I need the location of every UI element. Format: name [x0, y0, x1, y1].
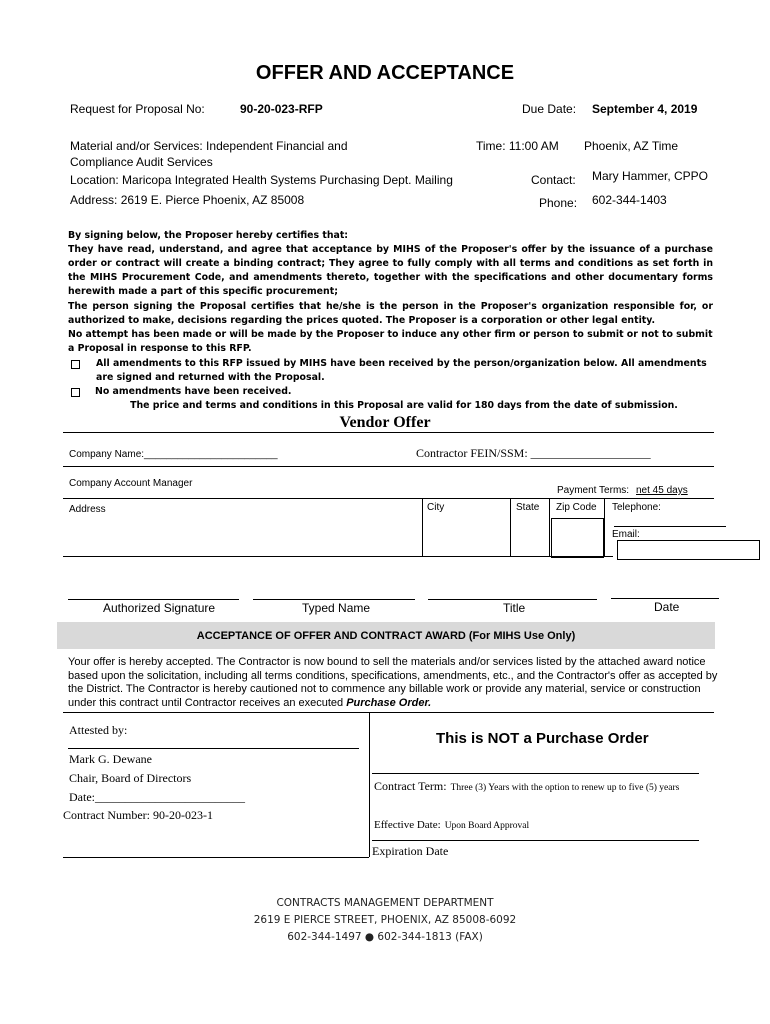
effective-date-label: Effective Date:: [374, 819, 441, 831]
validity-statement: The price and terms and conditions in this Proposal are valid for 180 days from the date of submission.: [130, 400, 678, 411]
due-date-label: Due Date:: [522, 102, 577, 116]
contract-term-label: Contract Term:: [374, 779, 447, 793]
divider: [604, 498, 605, 556]
contract-term-value: Three (3) Years with the option to renew up to five (5) years: [450, 783, 680, 793]
acceptance-heading: ACCEPTANCE OF OFFER AND CONTRACT AWARD (For MIHS Use Only): [196, 630, 576, 642]
divider: [510, 498, 511, 556]
contact-label: Contact:: [531, 173, 576, 187]
account-manager-label: Company Account Manager: [69, 478, 193, 489]
attester-role: Chair, Board of Directors: [69, 771, 192, 785]
acceptance-body: [68, 656, 718, 710]
footer-department: CONTRACTS MANAGEMENT DEPARTMENT: [276, 897, 494, 909]
divider: [422, 498, 423, 556]
attester-name: Mark G. Dewane: [69, 752, 152, 766]
state-label: State: [516, 502, 540, 513]
not-purchase-order-notice: This is NOT a Purchase Order: [436, 730, 649, 747]
contact-name: Mary Hammer, CPPO: [592, 169, 709, 183]
divider: [369, 712, 370, 857]
payment-terms-label: Payment Terms:: [557, 485, 630, 496]
time-zone: Phoenix, AZ Time: [584, 139, 679, 153]
rfp-label: Request for Proposal No:: [70, 102, 205, 116]
divider: [372, 773, 699, 774]
phone-label: Phone:: [539, 196, 578, 210]
attested-by-label: Attested by:: [69, 723, 128, 737]
phone-value: 602-344-1403: [592, 193, 667, 207]
no-amendments-checkbox[interactable]: [71, 388, 80, 397]
attest-signature-line[interactable]: [68, 748, 359, 749]
time-value: Time: 11:00 AM: [476, 139, 559, 153]
vendor-offer-heading: Vendor Offer: [339, 414, 431, 431]
expiration-date-label: Expiration Date: [372, 844, 449, 858]
divider: [549, 498, 550, 556]
email-label: Email:: [612, 529, 640, 540]
typed-name-line[interactable]: [253, 599, 415, 600]
date-line[interactable]: [611, 598, 719, 599]
divider: [372, 840, 699, 841]
cert-intro: By signing below, the Proposer hereby certifies that:: [68, 230, 349, 241]
due-date-value: September 4, 2019: [592, 102, 698, 116]
effective-date-value: Upon Board Approval: [444, 821, 530, 831]
footer-phones: 602-344-1497 ● 602-344-1813 (FAX): [287, 931, 483, 943]
contract-number: Contract Number: 90-20-023-1: [63, 808, 213, 822]
cert-paragraph-3: No attempt has been made or will be made by the Proposer to induce any other firm or person to submit or not to submit a Proposal in response to this RFP.: [68, 329, 713, 354]
location-line: Location: Maricopa Integrated Health Systems Purchasing Dept. Mailing: [70, 173, 453, 187]
divider: [63, 498, 714, 499]
amendments-received-checkbox[interactable]: [71, 360, 80, 369]
vendor-heading-rule: [63, 432, 714, 433]
title-line[interactable]: [428, 599, 597, 600]
address-label: Address: [69, 504, 106, 515]
divider: [63, 466, 714, 467]
no-amendments-label: No amendments have been received.: [95, 386, 292, 397]
cert-paragraph-2: The person signing the Proposal certifies that he/she is the person in the Proposer's organization responsible for, or authorized to make, decisions regarding the prices quoted. The Proposer is a corporation or other legal entity.: [68, 301, 713, 326]
material-line-2: Compliance Audit Services: [70, 155, 213, 169]
rfp-number: 90-20-023-RFP: [240, 102, 323, 116]
effective-date: [374, 815, 529, 833]
purchase-order-emphasis: Purchase Order.: [346, 696, 432, 709]
contract-term: [374, 777, 679, 795]
city-label: City: [427, 502, 445, 513]
divider: [63, 556, 613, 557]
page-title: OFFER AND ACCEPTANCE: [255, 62, 515, 84]
date-label: Date: [654, 600, 680, 614]
typed-name-label: Typed Name: [302, 601, 371, 615]
divider: [614, 526, 726, 527]
footer-street: 2619 E PIERCE STREET, PHOENIX, AZ 85008-6092: [253, 914, 517, 926]
attest-date-field[interactable]: Date:_________________________: [69, 790, 245, 804]
acceptance-body-text: Your offer is hereby accepted. The Contractor is now bound to sell the materials and/or services listed by the attached award notice based upon the solicitation, including all terms conditions, specifications, amendments, etc., and the Contractor's offer as accepted by the District. The Contractor is hereby cautioned not to commence any billable work or provide any material, service or construction under this contract until Contractor receives an executed: [68, 656, 718, 709]
payment-terms-value: net 45 days: [636, 485, 688, 496]
email-input[interactable]: [617, 540, 760, 560]
company-name-field[interactable]: Company Name:________________________: [69, 449, 278, 460]
signature-line[interactable]: [68, 599, 239, 600]
material-line-1: Material and/or Services: Independent Financial and: [70, 139, 348, 153]
divider: [63, 712, 714, 713]
zip-code-label: Zip Code: [556, 502, 597, 513]
authorized-signature-label: Authorized Signature: [103, 601, 216, 615]
amendments-received-label: All amendments to this RFP issued by MIHS have been received by the person/organization below. All amendments are signed and returned with the Proposal.: [96, 358, 707, 383]
title-label: Title: [503, 601, 526, 615]
fein-field[interactable]: Contractor FEIN/SSM: ____________________: [416, 446, 651, 460]
telephone-label: Telephone:: [612, 502, 661, 513]
divider: [63, 857, 369, 858]
zip-code-input[interactable]: [551, 518, 604, 558]
cert-paragraph-1: They have read, understand, and agree that acceptance by MIHS of the Proposer's offer by the issuance of a purchase order or contract will create a binding contract; They agree to fully comply with all terms and conditions as set forth in the MIHS Procurement Code, and amendments thereto, together with the specifications and other documentary forms herewith made a part of this specific procurement;: [68, 244, 713, 297]
address-line: Address: 2619 E. Pierce Phoenix, AZ 85008: [70, 193, 305, 207]
